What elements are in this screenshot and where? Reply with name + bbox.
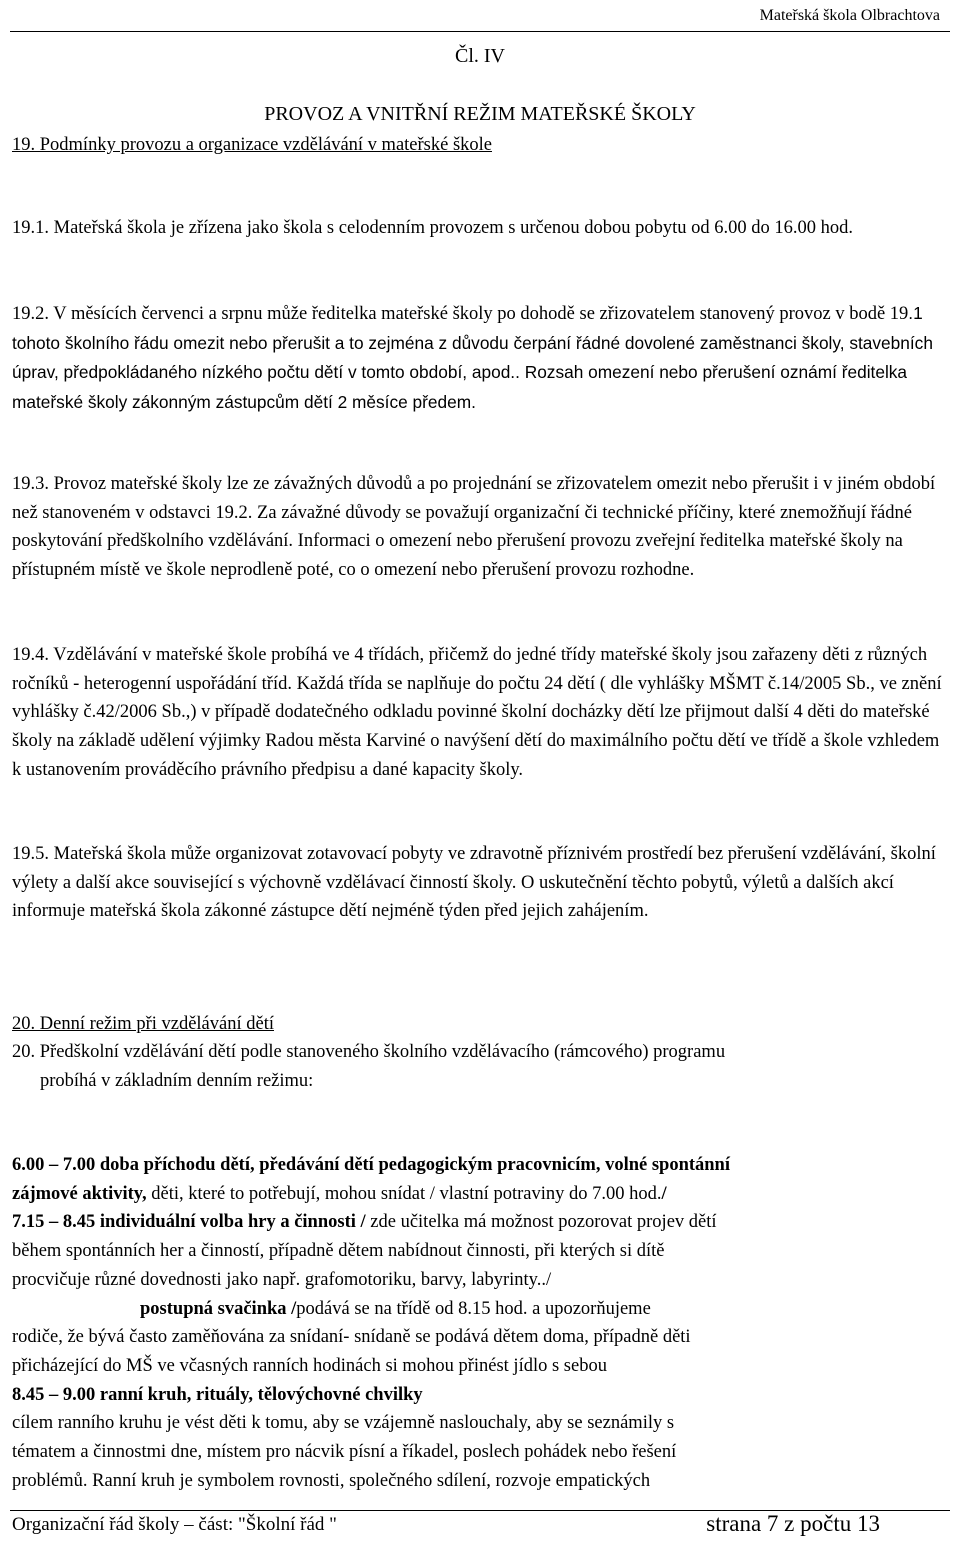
schedule-snack-line-3: přicházející do MŠ ve včasných ranních hodinách si mohou přinést jídlo s sebou [12, 1355, 607, 1376]
schedule-item-2-line-3: procvičuje různé dovednosti jako např. grafomotoriku, barvy, labyrinty../ [12, 1269, 552, 1290]
schedule-item-1 [12, 1151, 952, 1180]
para-19-2-text-b: .1 tohoto školního řádu omezit nebo přerušit a to zejména z důvodu čerpání řádné dovolené zaměstnanci školy, stavebních úprav, předpokládaného nízkého počtu dětí v tomto období, apod.. Rozsah omezení nebo přerušení oznámí ředitelka mateřské školy zákonným zástupcům dětí 2 měsíce předem. [12, 303, 933, 413]
schedule-item-1-cont [12, 1180, 952, 1209]
para-19-3-text: 19.3. Provoz mateřské školy lze ze závažných důvodů a po projednání se zřizovatelem omezit nebo přerušit i v jiném období než stanoveném v odstavci 19.2. Za závažné důvody se považují organizační či technické příčiny, které znemožňují řádné poskytování předškolního vzdělávání. Informaci o omezení nebo přerušení provozu zveřejní ředitelka mateřské školy na přístupném místě ve škole neprodleně poté, co o omezení nebo přerušení provozu rozhodne. [12, 474, 936, 581]
schedule-item-3-line-2: tématem a činnostmi dne, místem pro nácvik písní a říkadel, poslech pohádek nebo řešení [12, 1442, 677, 1463]
section-19-heading [12, 131, 952, 160]
para-19-3 [12, 470, 952, 585]
section-20-heading [12, 1010, 952, 1039]
article-number: Čl. IV [455, 45, 505, 67]
para-19-5 [12, 840, 952, 926]
schedule-item-1-bold: 6.00 – 7.00 doba příchodu dětí, předávání dětí pedagogickým pracovnicím, volné spontánní [12, 1155, 730, 1175]
schedule [12, 1151, 952, 1495]
schedule-item-3-bold: 8.45 – 9.00 ranní kruh, rituály, tělovýchovné chvilky [12, 1384, 423, 1405]
section-20-heading-text: 20. Denní režim při vzdělávání dětí [12, 1014, 274, 1034]
para-20-line-1: 20. Předškolní vzdělávání dětí podle stanoveného školního vzdělávacího (rámcového) programu [12, 1042, 726, 1062]
article-title: PROVOZ A VNITŘNÍ REŽIM MATEŘSKÉ ŠKOLY [264, 103, 696, 125]
para-19-1 [12, 214, 952, 243]
schedule-snack [12, 1295, 952, 1324]
para-20 [12, 1038, 952, 1095]
schedule-item-1-bold-2: zájmové aktivity, [12, 1183, 147, 1204]
schedule-item-1-end: / [661, 1183, 667, 1204]
schedule-snack-text: podává se na třídě od 8.15 hod. a upozorňujeme [296, 1298, 651, 1319]
schedule-item-3-line-1: cílem ranního kruhu je vést děti k tomu, aby se vzájemně naslouchaly, aby se seznámily s [12, 1413, 675, 1434]
schedule-item-1-text: děti, které to potřebují, mohou snídat / vlastní potraviny do 7.00 hod. [146, 1183, 662, 1204]
schedule-item-3 [12, 1381, 952, 1410]
schedule-item-2-line-2: během spontánních her a činností, případně dětem nabídnout činnosti, při kterých si dítě [12, 1241, 665, 1262]
para-19-5-text: 19.5. Mateřská škola může organizovat zotavovací pobyty ve zdravotně příznivém prostředí bez přerušení vzdělávání, školní výlety a další akce související s výchovně vzdělávací činností školy. O uskutečnění těchto pobytů, výletů a dalších akcí informuje mateřská škola zákonné zástupce dětí nejméně týden před jejich zahájením. [12, 844, 936, 922]
schedule-snack-bold: postupná svačinka / [140, 1298, 297, 1319]
schedule-snack-line-2: rodiče, že bývá často zaměňována za snídaní- snídaně se podává dětem doma, případně děti [12, 1327, 691, 1348]
para-19-4-text: 19.4. Vzdělávání v mateřské škole probíhá ve 4 třídách, přičemž do jedné třídy mateřské školy jsou zařazeny děti z různých ročníků - heterogenní uspořádání tříd. Každá třída se naplňuje do počtu 24 dětí ( dle vyhlášky MŠMT č.14/2005 Sb., ve znění vyhlášky č.42/2006 Sb.,) v případě dodatečného odkladu povinné školní docházky dětí lze přijmout další 4 děti do mateřské školy na základě udělení výjimky Radou města Karviné o navýšení dětí do maximálního počtu dětí ve třídě a škole vzhledem k ustanovením prováděcího právního předpisu a dané kapacity školy. [12, 645, 942, 780]
schedule-item-2-text: zde učitelka má možnost pozorovat projev dětí [370, 1212, 717, 1233]
running-header: Mateřská škola Olbrachtova [759, 7, 940, 24]
para-19-4 [12, 641, 952, 785]
para-19-1-text: 19.1. Mateřská škola je zřízena jako škola s celodenním provozem s určenou dobou pobytu od 6.00 do 16.00 hod. [12, 218, 854, 238]
footer-page-number: strana 7 z počtu 13 [706, 1511, 880, 1536]
header-rule [10, 31, 950, 32]
para-19-2 [12, 299, 952, 418]
schedule-item-2 [12, 1208, 952, 1237]
section-19-heading-text: 19. Podmínky provozu a organizace vzdělávání v mateřské škole [12, 135, 492, 155]
schedule-item-2-bold: 7.15 – 8.45 individuální volba hry a činnosti / [12, 1212, 371, 1233]
para-20-line-2: probíhá v základním denním režimu: [40, 1070, 314, 1091]
schedule-item-3-line-3: problémů. Ranní kruh je symbolem rovnosti, společného sdílení, rozvoje empatických [12, 1470, 651, 1491]
footer-document-title: Organizační řád školy – část: "Školní řád " [12, 1514, 337, 1535]
para-19-2-text-a: 19.2. V měsících červenci a srpnu může ředitelka mateřské školy po dohodě se zřizovatelem stanovený provoz v bodě 19 [12, 304, 909, 324]
